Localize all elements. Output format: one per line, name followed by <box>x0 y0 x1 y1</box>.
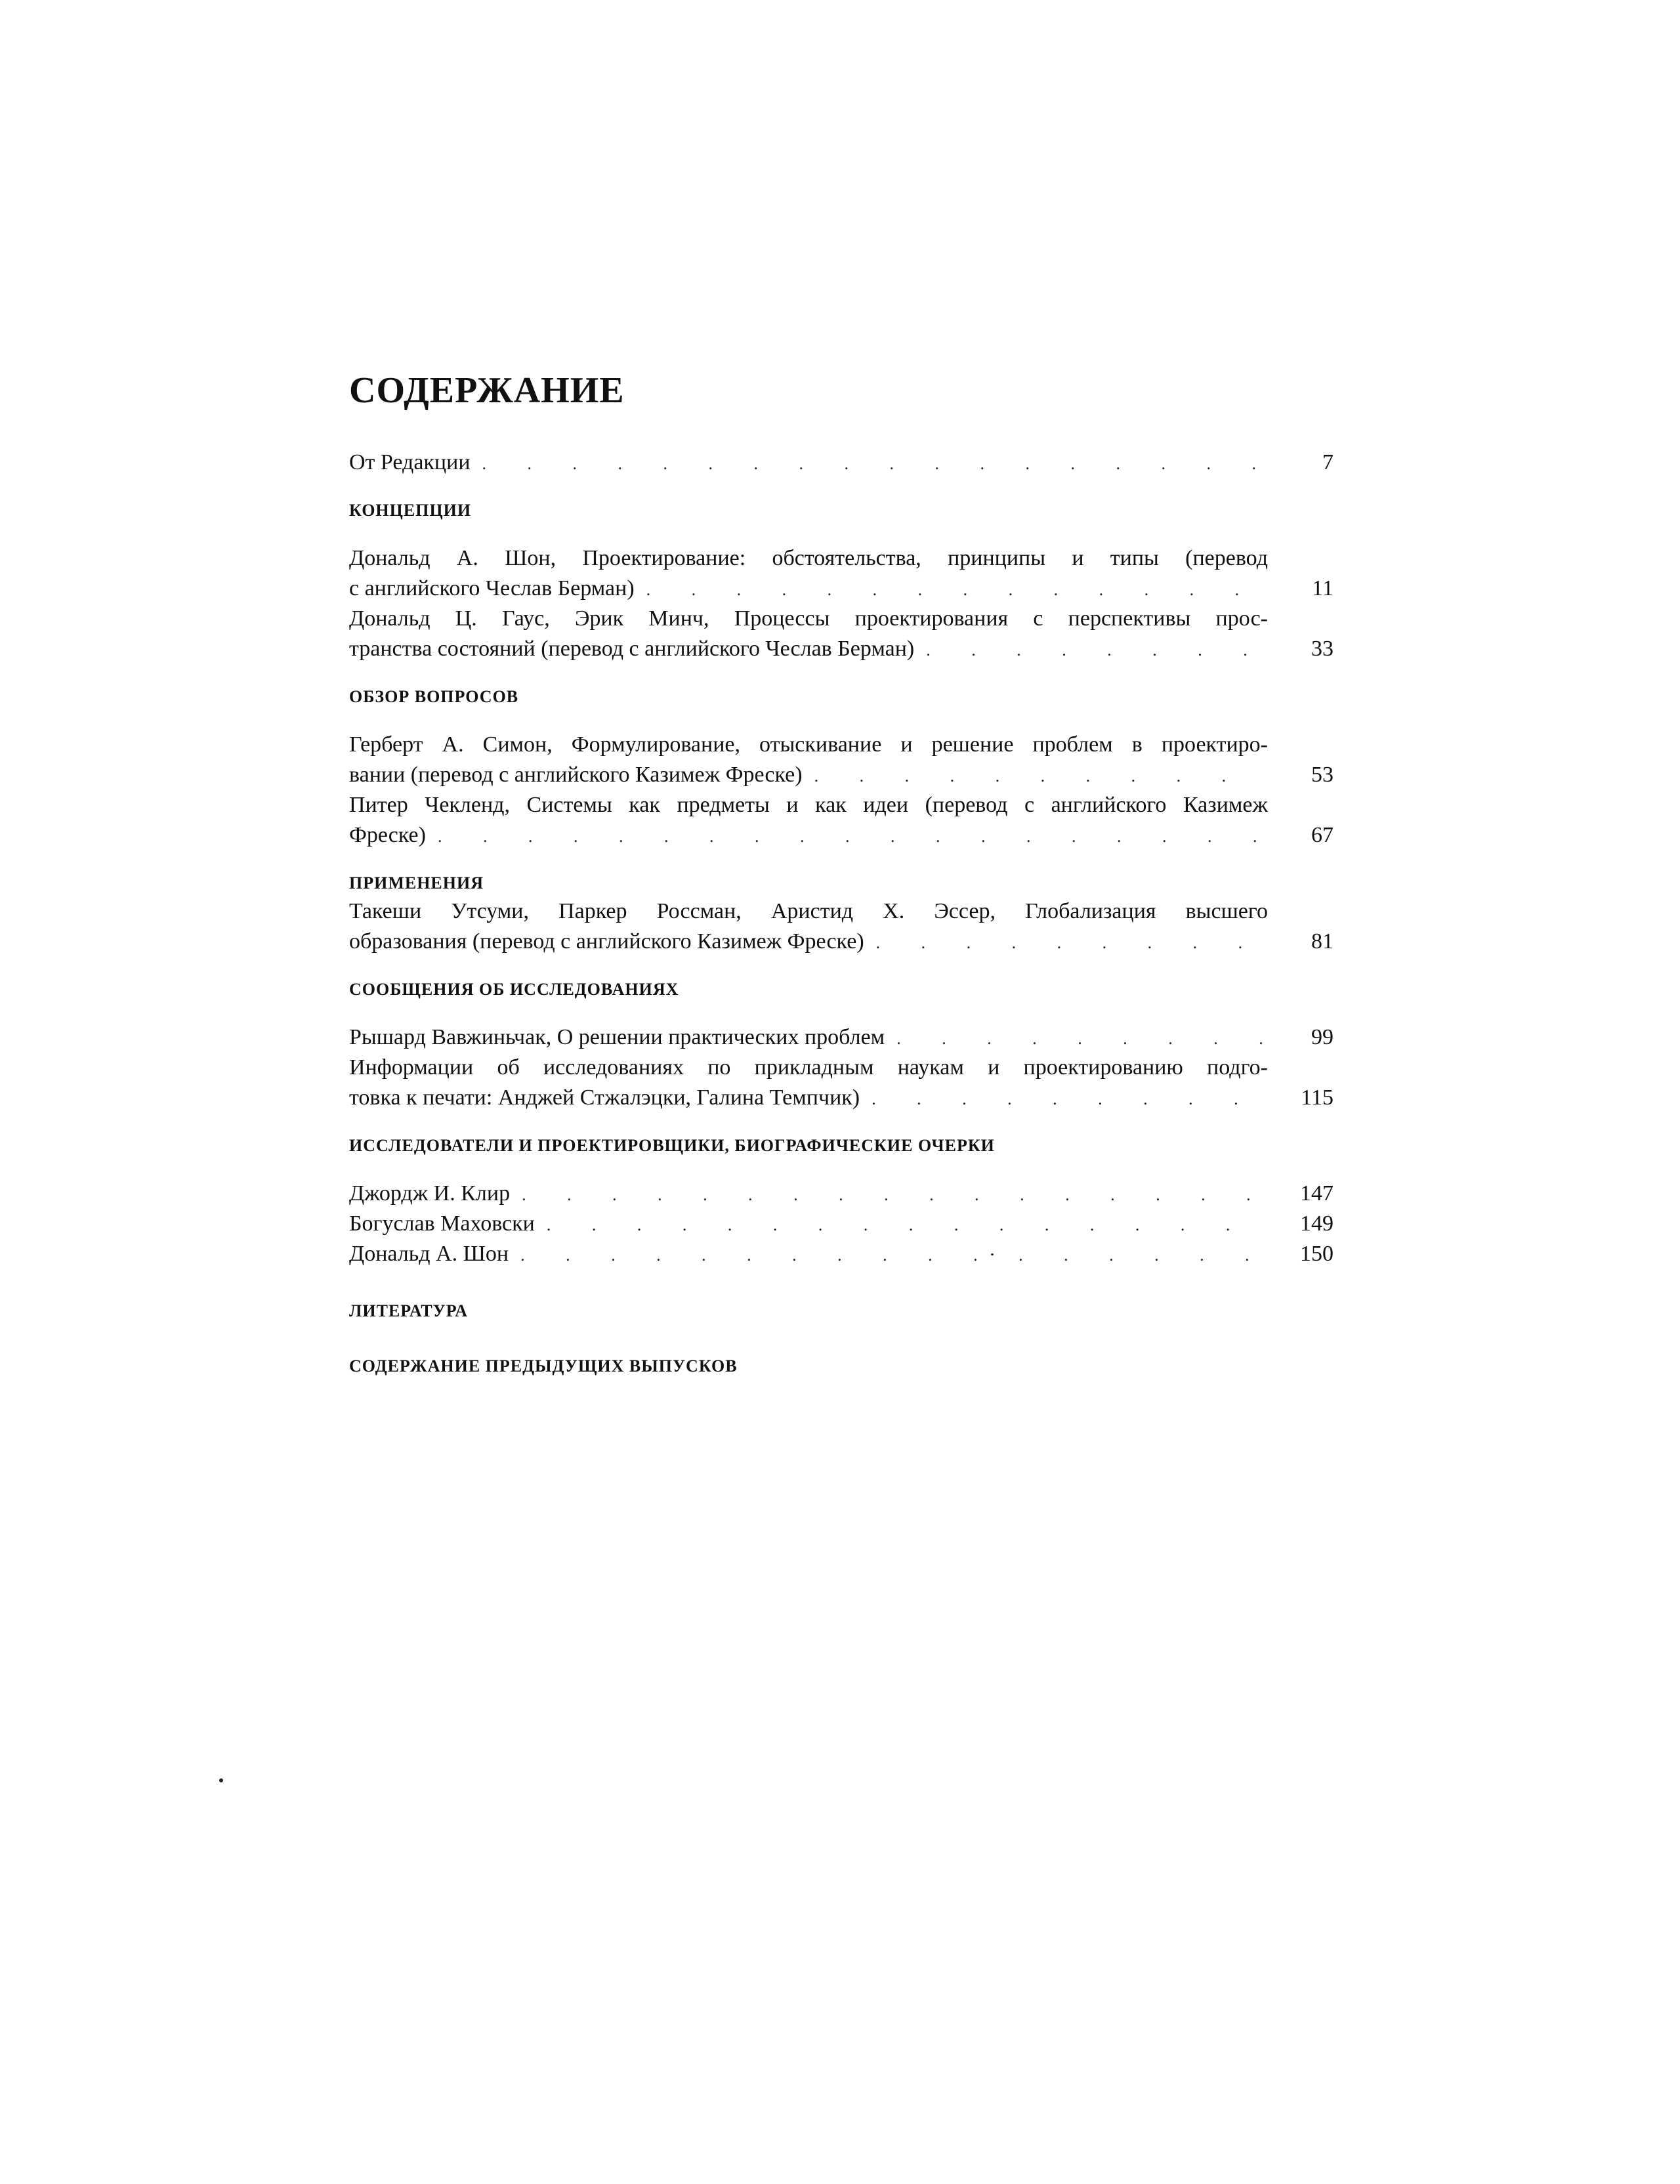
toc-page-number: 147 <box>1300 1181 1334 1206</box>
toc-entry[interactable] <box>349 790 1334 850</box>
toc-entry[interactable] <box>349 1179 1334 1209</box>
dot-leader <box>547 1217 1263 1234</box>
toc-page-number: 33 <box>1311 637 1334 661</box>
toc-entry-line: с английского Чеслав Берман) <box>349 576 635 600</box>
toc-page-number: 115 <box>1301 1085 1334 1110</box>
toc-page-number: 81 <box>1311 929 1334 954</box>
toc-entry[interactable] <box>349 1209 1334 1239</box>
section-heading-biographies: ИССЛЕДОВАТЕЛИ И ПРОЕКТИРОВЩИКИ, БИОГРАФИЧЕСКИЕ ОЧЕРКИ <box>349 1136 995 1155</box>
toc-entry-line: Дональд А. Шон <box>349 1242 509 1266</box>
toc-entry-line: Рышард Вавжиньчак, О решении практических проблем <box>349 1025 885 1049</box>
toc-page-number: 149 <box>1300 1211 1334 1236</box>
dot-leader <box>926 642 1263 659</box>
scan-speck <box>991 1253 994 1255</box>
table-of-contents <box>349 368 1334 1379</box>
toc-page-number: 99 <box>1311 1025 1334 1049</box>
toc-entry[interactable] <box>349 1239 1334 1269</box>
toc-entry-intro[interactable] <box>349 448 1334 478</box>
dot-leader <box>814 768 1263 785</box>
toc-entry[interactable] <box>349 543 1334 604</box>
dot-leader <box>876 934 1263 952</box>
toc-entry[interactable] <box>349 1022 1334 1053</box>
toc-page-number: 67 <box>1311 823 1334 847</box>
toc-entry-line: Герберт А. Симон, Формулирование, отыскивание и решение проблем в проектиро- <box>349 732 1268 757</box>
section-heading-previous-issues[interactable]: СОДЕРЖАНИЕ ПРЕДЫДУЩИХ ВЫПУСКОВ <box>349 1356 738 1376</box>
toc-entry-line: Дональд Ц. Гаус, Эрик Минч, Процессы проектирования с перспективы прос- <box>349 606 1268 631</box>
toc-page-number: 150 <box>1300 1242 1334 1266</box>
dot-leader <box>522 1186 1263 1204</box>
toc-entry-line: образования (перевод с английского Казимеж Фреске) <box>349 929 864 954</box>
section-heading-review: ОБЗОР ВОПРОСОВ <box>349 687 519 706</box>
section-heading-research-reports: СООБЩЕНИЯ ОБ ИССЛЕДОВАНИЯХ <box>349 980 679 999</box>
dot-leader <box>896 1030 1263 1047</box>
toc-entry-line: Такеши Утсуми, Паркер Россман, Аристид Х. Эссер, Глобализация высшего <box>349 899 1268 923</box>
toc-entry-line: вании (перевод с английского Казимеж Фреске) <box>349 763 803 787</box>
dot-leader <box>482 455 1263 472</box>
toc-entry-line: Питер Чекленд, Системы как предметы и как идеи (перевод с английского Казимеж <box>349 793 1268 817</box>
toc-entry-text: От Редакции <box>349 450 471 474</box>
toc-entry-line: транства состояний (перевод с английского Чеслав Берман) <box>349 637 915 661</box>
toc-page-number: 7 <box>1322 450 1334 474</box>
dot-leader <box>646 581 1263 598</box>
toc-page-number: 11 <box>1312 576 1334 600</box>
toc-entry-line: Информации об исследованиях по прикладным наукам и проектированию подго- <box>349 1055 1268 1080</box>
toc-entry-line: Джордж И. Клир <box>349 1181 511 1206</box>
section-heading-concepts: КОНЦЕПЦИИ <box>349 501 472 520</box>
section-heading-applications: ПРИМЕНЕНИЯ <box>349 873 484 892</box>
dot-leader <box>872 1091 1263 1108</box>
toc-entry-line: Богуслав Маховски <box>349 1211 535 1236</box>
toc-entry-line: Дональд А. Шон, Проектирование: обстоятельства, принципы и типы (перевод <box>349 546 1268 570</box>
toc-entry[interactable] <box>349 730 1334 790</box>
toc-entry-line: Фреске) <box>349 823 426 847</box>
toc-page-number: 53 <box>1311 763 1334 787</box>
section-heading-literature[interactable]: ЛИТЕРАТУРА <box>349 1301 469 1320</box>
dot-leader <box>520 1247 1263 1264</box>
toc-entry[interactable] <box>349 604 1334 664</box>
toc-entry-line: товка к печати: Анджей Стжалэцки, Галина Темпчик) <box>349 1085 860 1110</box>
scan-speck <box>219 1778 223 1782</box>
toc-entry[interactable] <box>349 896 1334 957</box>
dot-leader <box>438 828 1263 845</box>
toc-entry[interactable] <box>349 1053 1334 1113</box>
page-title: СОДЕРЖАНИЕ <box>349 370 625 411</box>
